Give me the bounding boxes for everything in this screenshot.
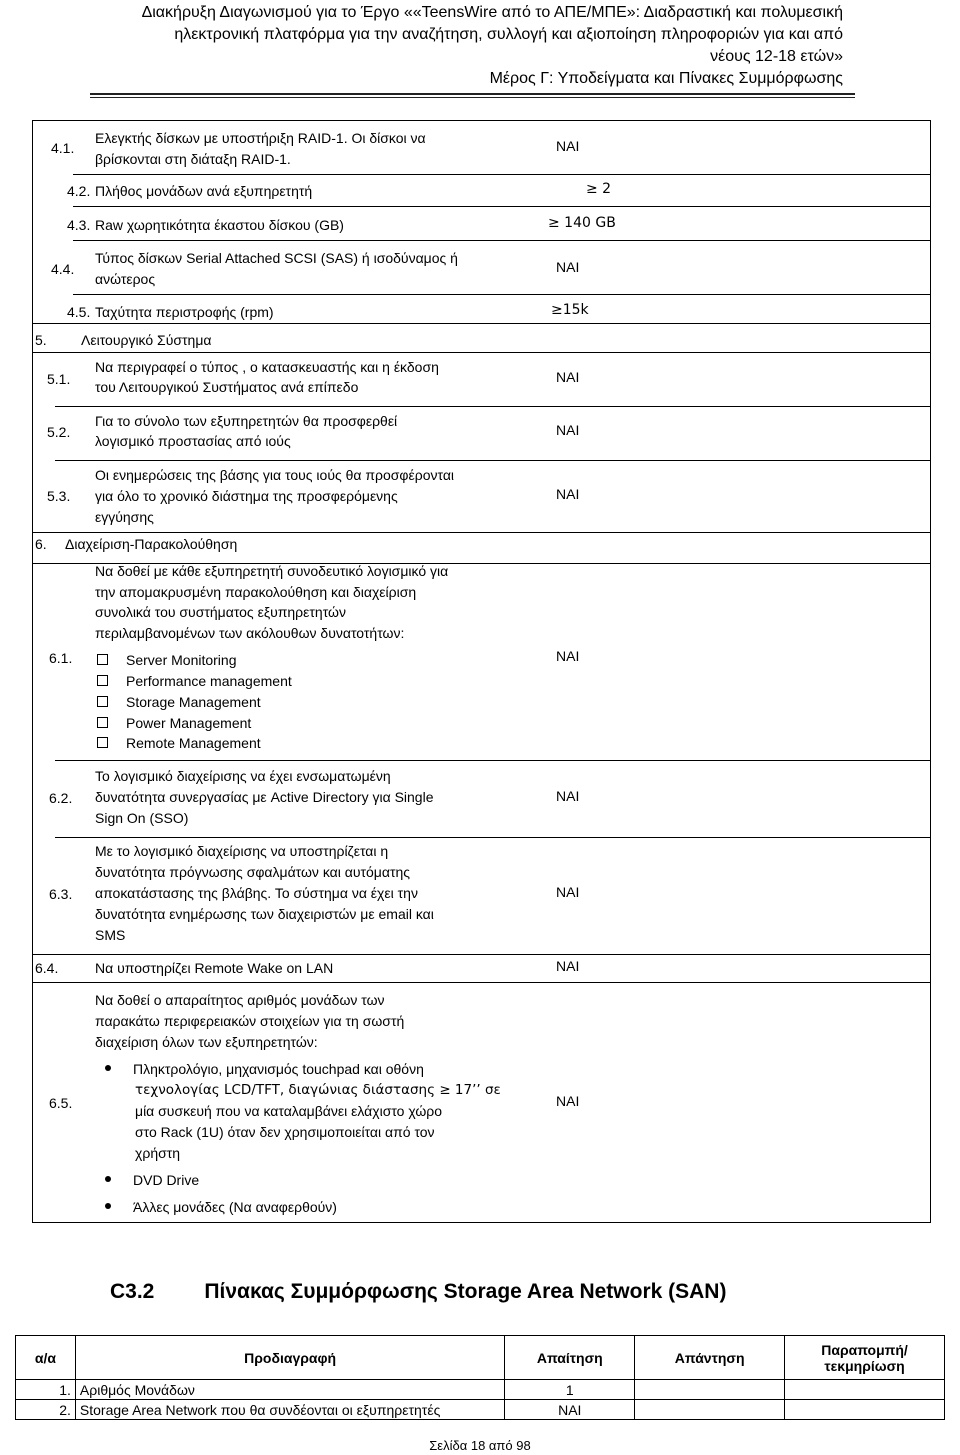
col-header-aa: α/α — [16, 1336, 76, 1380]
header-line-2: ηλεκτρονική πλατφόρμα για την αναζήτηση, συλλογή και αξιοποίηση πληροφοριών για και από — [174, 26, 843, 43]
spec-text: Να δοθεί ο απαραίτητος αριθμός μονάδων των — [95, 992, 385, 1008]
spec-text: παρακάτω περιφερειακών στοιχείων για τη σωστή — [95, 1013, 405, 1029]
spec-text: Αριθμός Μονάδων — [75, 1380, 504, 1400]
requirement-value: ΝΑΙ — [556, 648, 580, 664]
section-number: 5. — [35, 332, 47, 348]
spec-text: Storage Area Network που θα συνδέονται οι εξυπηρετητές — [75, 1400, 504, 1420]
requirement-value: ΝΑΙ — [505, 1400, 635, 1420]
row-number: 1. — [16, 1380, 76, 1400]
spec-text: Raw χωρητικότητα έκαστου δίσκου (GB) — [95, 217, 344, 233]
spec-text: Ταχύτητα περιστροφής (rpm) — [95, 304, 274, 320]
row-number: 4.1. — [51, 140, 75, 156]
bullet-item: Πληκτρολόγιο, μηχανισμός touchpad και οθόνη — [105, 1059, 424, 1079]
spec-text: λογισμικό προστασίας από ιούς — [95, 433, 291, 449]
reference-cell — [785, 1380, 945, 1400]
header-line-4: Μέρος Γ: Υποδείγματα και Πίνακες Συμμόρφωσης — [489, 70, 843, 87]
requirement-value: ≥ 140 GB — [548, 215, 616, 231]
col-header-reference: Παραπομπή/ τεκμηρίωση — [785, 1336, 945, 1380]
spec-text: βρίσκονται στη διάταξη RAID-1. — [95, 151, 291, 167]
checklist-item: Remote Management — [97, 733, 261, 753]
spec-text: SMS — [95, 927, 126, 943]
header-line-1: Διακήρυξη Διαγωνισμού για το Έργο ««TeensWire από το ΑΠΕ/ΜΠΕ»: Διαδραστική και πολυμεσική — [141, 4, 843, 21]
spec-text: Το λογισμικό διαχείρισης να έχει ενσωματωμένη — [95, 768, 391, 784]
row-number: 4.2. — [67, 183, 91, 199]
spec-text: Να δοθεί με κάθε εξυπηρετητή συνοδευτικό λογισμικό για — [95, 563, 449, 579]
bullet-icon — [105, 1176, 111, 1182]
spec-text: Να περιγραφεί ο τύπος , ο κατασκευαστής και η έκδοση — [95, 359, 439, 375]
spec-text: διαχείριση όλων των εξυπηρετητών: — [95, 1034, 318, 1050]
spec-text: Για το σύνολο των εξυπηρετητών θα προσφερθεί — [95, 413, 398, 429]
header-rule — [90, 93, 855, 95]
table-row — [16, 1400, 945, 1420]
spec-text: δυνατότητα ενημέρωσης των διαχειριστών με email και — [95, 906, 434, 922]
col-header-answer: Απάντηση — [635, 1336, 785, 1380]
row-number: 6.2. — [49, 790, 73, 806]
checkbox-square-icon — [97, 654, 108, 665]
requirement-value: 1 — [505, 1380, 635, 1400]
spec-text: του Λειτουργικού Συστήματος ανά επίπεδο — [95, 379, 359, 395]
row-number: 2. — [16, 1400, 76, 1420]
bullet-item: Άλλες μονάδες (Να αναφερθούν) — [105, 1197, 337, 1217]
checklist-item: Storage Management — [97, 692, 261, 712]
requirement-value: ΝΑΙ — [556, 422, 580, 438]
spec-text: δυνατότητα πρόγνωσης σφαλμάτων και αυτόματης — [95, 864, 411, 880]
checkbox-square-icon — [97, 696, 108, 707]
requirement-value: ≥ 2 — [586, 181, 612, 197]
spec-text: συνολικά του συστήματος εξυπηρετητών — [95, 604, 346, 620]
spec-text: περιλαμβανομένων των ακόλουθων δυνατοτήτων: — [95, 625, 405, 641]
spec-text: αποκατάστασης της βλάβης. Το σύστημα να έχει την — [95, 885, 418, 901]
bullet-item: DVD Drive — [105, 1170, 199, 1190]
requirement-value: ΝΑΙ — [556, 369, 580, 385]
spec-text: Τύπος δίσκων Serial Attached SCSI (SAS) ή ισοδύναμος ή — [95, 250, 458, 266]
section-heading — [110, 1280, 726, 1304]
checklist-item: Performance management — [97, 671, 292, 691]
header-line-3: νέους 12-18 ετών» — [710, 48, 843, 65]
spec-text: την απομακρυσμένη παρακολούθηση και διαχείριση — [95, 584, 417, 600]
bullet-icon — [105, 1065, 111, 1071]
spec-text: για όλο το χρονικό διάστημα της προσφερόμενης — [95, 488, 398, 504]
spec-text: Οι ενημερώσεις της βάσης για τους ιούς θα προσφέρονται — [95, 467, 455, 483]
requirement-value: ΝΑΙ — [556, 788, 580, 804]
spec-text: Sign On (SSO) — [95, 810, 189, 826]
row-number: 4.5. — [67, 304, 91, 320]
spec-text: Να υποστηρίζει Remote Wake on LAN — [95, 960, 334, 976]
section-title: Πίνακας Συμμόρφωσης Storage Area Network (SAN) — [204, 1280, 727, 1303]
checkbox-square-icon — [97, 675, 108, 686]
section-number: 6. — [35, 536, 47, 552]
row-number: 5.2. — [47, 424, 71, 440]
row-number: 6.4. — [35, 960, 59, 976]
requirement-value: ≥15k — [551, 302, 589, 318]
section-title: Λειτουργικό Σύστημα — [81, 332, 212, 348]
bullet-icon — [105, 1203, 111, 1209]
checklist-item: Server Monitoring — [97, 650, 237, 670]
row-number: 6.5. — [49, 1095, 73, 1111]
table-row — [16, 1380, 945, 1400]
bullet-text-continued: στο Rack (1U) όταν δεν χρησιμοποιείται από τον — [135, 1124, 435, 1140]
requirement-value: ΝΑΙ — [556, 138, 580, 154]
compliance-table-servers — [32, 120, 931, 1223]
row-number: 6.3. — [49, 886, 73, 902]
checkbox-square-icon — [97, 717, 108, 728]
checklist-item: Power Management — [97, 713, 251, 733]
answer-cell — [635, 1380, 785, 1400]
requirement-value: ΝΑΙ — [556, 486, 580, 502]
header-rule-thin — [90, 97, 855, 98]
spec-text: εγγύησης — [95, 509, 154, 525]
bullet-text-continued: χρήστη — [135, 1145, 181, 1161]
requirement-value: ΝΑΙ — [556, 884, 580, 900]
row-number: 6.1. — [49, 650, 73, 666]
row-number: 5.3. — [47, 488, 71, 504]
requirement-value: ΝΑΙ — [556, 259, 580, 275]
col-header-spec: Προδιαγραφή — [75, 1336, 504, 1380]
row-number: 5.1. — [47, 371, 71, 387]
spec-text: Πλήθος μονάδων ανά εξυπηρετητή — [95, 183, 313, 199]
requirement-value: ΝΑΙ — [556, 1093, 580, 1109]
page-footer: Σελίδα 18 από 98 — [429, 1438, 531, 1453]
section-number: C3.2 — [110, 1280, 155, 1303]
document-header — [0, 0, 960, 96]
row-number: 4.3. — [67, 217, 91, 233]
bullet-text-continued: τεχνολογίας LCD/TFT, διαγώνιας διάστασης ≥ 17’’ σε — [135, 1082, 501, 1098]
spec-text: Με το λογισμικό διαχείρισης να υποστηρίζεται η — [95, 843, 389, 859]
compliance-table-san — [15, 1335, 945, 1420]
table-header-row — [16, 1336, 945, 1380]
spec-text: ανώτερος — [95, 271, 156, 287]
bullet-text-continued: μία συσκευή που να καταλαμβάνει ελάχιστο χώρο — [135, 1103, 443, 1119]
reference-cell — [785, 1400, 945, 1420]
answer-cell — [635, 1400, 785, 1420]
spec-text: Ελεγκτής δίσκων με υποστήριξη RAID-1. Οι δίσκοι να — [95, 130, 426, 146]
row-number: 4.4. — [51, 261, 75, 277]
section-title: Διαχείριση-Παρακολούθηση — [65, 536, 238, 552]
requirement-value: ΝΑΙ — [556, 958, 580, 974]
col-header-requirement: Απαίτηση — [505, 1336, 635, 1380]
spec-text: δυνατότητα συνεργασίας με Active Directory για Single — [95, 789, 434, 805]
checkbox-square-icon — [97, 737, 108, 748]
